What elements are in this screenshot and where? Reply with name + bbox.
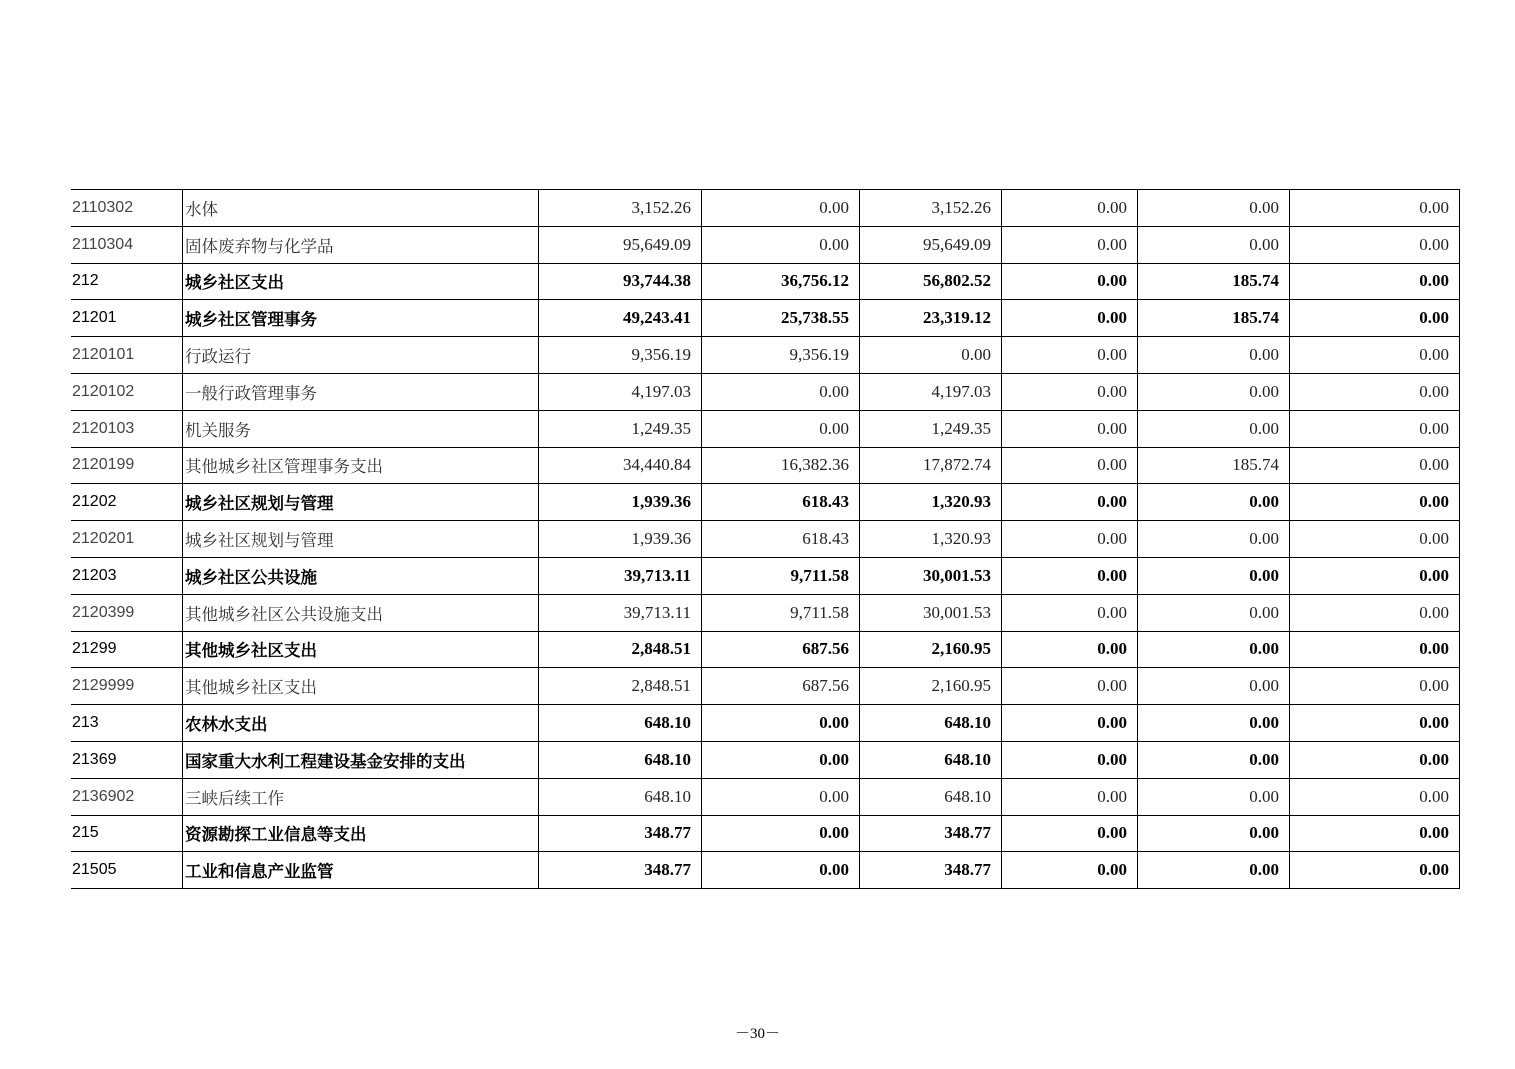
amount-cell: 0.00 [1002,263,1138,300]
subject-name-cell: 水体 [183,190,539,227]
amount-cell: 648.10 [539,741,702,778]
subject-code-cell: 2120201 [71,521,183,558]
amount-cell: 39,713.11 [539,594,702,631]
amount-cell: 0.00 [1138,521,1290,558]
subject-name-cell: 资源勘探工业信息等支出 [183,815,539,852]
amount-cell: 2,160.95 [860,668,1002,705]
amount-cell: 0.00 [1138,594,1290,631]
table-row [71,521,1460,558]
amount-cell: 0.00 [1290,521,1460,558]
amount-cell: 95,649.09 [539,226,702,263]
amount-cell: 0.00 [1138,557,1290,594]
amount-cell: 95,649.09 [860,226,1002,263]
amount-cell: 0.00 [1138,778,1290,815]
amount-cell: 1,939.36 [539,521,702,558]
amount-cell: 0.00 [702,190,860,227]
amount-cell: 36,756.12 [702,263,860,300]
amount-cell: 0.00 [702,815,860,852]
amount-cell: 0.00 [1290,741,1460,778]
amount-cell: 2,160.95 [860,631,1002,668]
amount-cell: 0.00 [1002,410,1138,447]
amount-cell: 0.00 [1002,190,1138,227]
amount-cell: 618.43 [702,484,860,521]
amount-cell: 30,001.53 [860,594,1002,631]
table-row [71,852,1460,889]
subject-code-cell: 21505 [71,852,183,889]
amount-cell: 0.00 [1002,484,1138,521]
amount-cell: 0.00 [1290,557,1460,594]
amount-cell: 1,320.93 [860,521,1002,558]
amount-cell: 4,197.03 [539,373,702,410]
amount-cell: 0.00 [1138,852,1290,889]
amount-cell: 0.00 [1002,778,1138,815]
amount-cell: 9,356.19 [539,337,702,374]
amount-cell: 16,382.36 [702,447,860,484]
amount-cell: 0.00 [1290,410,1460,447]
table-row [71,815,1460,852]
amount-cell: 0.00 [1002,741,1138,778]
amount-cell: 25,738.55 [702,300,860,337]
amount-cell: 0.00 [1290,815,1460,852]
amount-cell: 648.10 [860,778,1002,815]
amount-cell: 648.10 [860,705,1002,742]
table-row [71,484,1460,521]
subject-name-cell: 三峡后续工作 [183,778,539,815]
subject-code-cell: 21299 [71,631,183,668]
amount-cell: 3,152.26 [539,190,702,227]
amount-cell: 0.00 [1002,337,1138,374]
amount-cell: 1,320.93 [860,484,1002,521]
amount-cell: 0.00 [1002,226,1138,263]
amount-cell: 0.00 [1290,778,1460,815]
subject-name-cell: 其他城乡社区支出 [183,631,539,668]
amount-cell: 0.00 [1002,631,1138,668]
amount-cell: 30,001.53 [860,557,1002,594]
amount-cell: 0.00 [1138,337,1290,374]
subject-name-cell: 固体废弃物与化学品 [183,226,539,263]
subject-name-cell: 城乡社区管理事务 [183,300,539,337]
amount-cell: 348.77 [539,815,702,852]
subject-name-cell: 机关服务 [183,410,539,447]
amount-cell: 0.00 [1290,852,1460,889]
amount-cell: 23,319.12 [860,300,1002,337]
amount-cell: 0.00 [1138,815,1290,852]
subject-name-cell: 其他城乡社区公共设施支出 [183,594,539,631]
table-row [71,226,1460,263]
amount-cell: 185.74 [1138,300,1290,337]
amount-cell: 0.00 [702,373,860,410]
amount-cell: 0.00 [1290,300,1460,337]
amount-cell: 0.00 [1290,263,1460,300]
amount-cell: 17,872.74 [860,447,1002,484]
expenditure-table [71,189,1460,889]
subject-name-cell: 城乡社区规划与管理 [183,484,539,521]
amount-cell: 0.00 [1138,226,1290,263]
amount-cell: 618.43 [702,521,860,558]
table-row [71,741,1460,778]
subject-code-cell: 21203 [71,557,183,594]
amount-cell: 0.00 [702,410,860,447]
subject-code-cell: 2120399 [71,594,183,631]
amount-cell: 9,711.58 [702,594,860,631]
subject-code-cell: 2120102 [71,373,183,410]
amount-cell: 648.10 [539,778,702,815]
table-row [71,631,1460,668]
amount-cell: 39,713.11 [539,557,702,594]
amount-cell: 49,243.41 [539,300,702,337]
amount-cell: 0.00 [860,337,1002,374]
amount-cell: 56,802.52 [860,263,1002,300]
table-row [71,373,1460,410]
amount-cell: 3,152.26 [860,190,1002,227]
amount-cell: 0.00 [702,741,860,778]
subject-code-cell: 21369 [71,741,183,778]
amount-cell: 687.56 [702,668,860,705]
expenditure-table-body [71,190,1460,889]
subject-code-cell: 2120199 [71,447,183,484]
amount-cell: 0.00 [1002,705,1138,742]
amount-cell: 0.00 [1290,447,1460,484]
subject-code-cell: 2120101 [71,337,183,374]
subject-name-cell: 城乡社区支出 [183,263,539,300]
table-row [71,447,1460,484]
amount-cell: 0.00 [1138,705,1290,742]
amount-cell: 0.00 [1138,190,1290,227]
subject-name-cell: 城乡社区规划与管理 [183,521,539,558]
table-row [71,557,1460,594]
amount-cell: 0.00 [1290,631,1460,668]
amount-cell: 0.00 [702,852,860,889]
table-row [71,705,1460,742]
amount-cell: 0.00 [1138,373,1290,410]
amount-cell: 0.00 [1138,631,1290,668]
amount-cell: 687.56 [702,631,860,668]
amount-cell: 0.00 [1002,668,1138,705]
amount-cell: 348.77 [860,815,1002,852]
table-row [71,300,1460,337]
amount-cell: 34,440.84 [539,447,702,484]
amount-cell: 648.10 [539,705,702,742]
amount-cell: 0.00 [1002,594,1138,631]
subject-code-cell: 2129999 [71,668,183,705]
table-row [71,263,1460,300]
amount-cell: 185.74 [1138,447,1290,484]
subject-name-cell: 其他城乡社区支出 [183,668,539,705]
subject-code-cell: 2110302 [71,190,183,227]
amount-cell: 0.00 [1002,852,1138,889]
subject-name-cell: 国家重大水利工程建设基金安排的支出 [183,741,539,778]
subject-name-cell: 农林水支出 [183,705,539,742]
amount-cell: 1,249.35 [539,410,702,447]
amount-cell: 0.00 [702,705,860,742]
amount-cell: 0.00 [1002,521,1138,558]
amount-cell: 0.00 [1290,373,1460,410]
amount-cell: 0.00 [1290,668,1460,705]
table-row [71,594,1460,631]
subject-code-cell: 213 [71,705,183,742]
amount-cell: 185.74 [1138,263,1290,300]
amount-cell: 0.00 [1138,741,1290,778]
subject-name-cell: 工业和信息产业监管 [183,852,539,889]
amount-cell: 0.00 [1290,337,1460,374]
subject-code-cell: 21201 [71,300,183,337]
subject-code-cell: 2136902 [71,778,183,815]
subject-name-cell: 行政运行 [183,337,539,374]
table-row [71,668,1460,705]
amount-cell: 348.77 [860,852,1002,889]
amount-cell: 0.00 [1290,484,1460,521]
amount-cell: 0.00 [702,226,860,263]
amount-cell: 0.00 [1290,594,1460,631]
amount-cell: 2,848.51 [539,668,702,705]
subject-code-cell: 215 [71,815,183,852]
amount-cell: 0.00 [1290,226,1460,263]
amount-cell: 1,939.36 [539,484,702,521]
page-number: －30－ [734,1026,780,1042]
amount-cell: 4,197.03 [860,373,1002,410]
table-row [71,410,1460,447]
amount-cell: 0.00 [1002,815,1138,852]
subject-name-cell: 一般行政管理事务 [183,373,539,410]
subject-name-cell: 其他城乡社区管理事务支出 [183,447,539,484]
amount-cell: 0.00 [1002,300,1138,337]
amount-cell: 0.00 [1002,557,1138,594]
amount-cell: 1,249.35 [860,410,1002,447]
amount-cell: 348.77 [539,852,702,889]
amount-cell: 93,744.38 [539,263,702,300]
amount-cell: 2,848.51 [539,631,702,668]
amount-cell: 0.00 [702,778,860,815]
amount-cell: 0.00 [1138,410,1290,447]
amount-cell: 0.00 [1290,705,1460,742]
table-row [71,778,1460,815]
amount-cell: 0.00 [1002,373,1138,410]
subject-code-cell: 2120103 [71,410,183,447]
table-row [71,190,1460,227]
amount-cell: 9,356.19 [702,337,860,374]
subject-code-cell: 212 [71,263,183,300]
amount-cell: 0.00 [1138,668,1290,705]
subject-code-cell: 21202 [71,484,183,521]
table-row [71,337,1460,374]
amount-cell: 9,711.58 [702,557,860,594]
amount-cell: 0.00 [1002,447,1138,484]
amount-cell: 648.10 [860,741,1002,778]
subject-code-cell: 2110304 [71,226,183,263]
amount-cell: 0.00 [1290,190,1460,227]
subject-name-cell: 城乡社区公共设施 [183,557,539,594]
amount-cell: 0.00 [1138,484,1290,521]
